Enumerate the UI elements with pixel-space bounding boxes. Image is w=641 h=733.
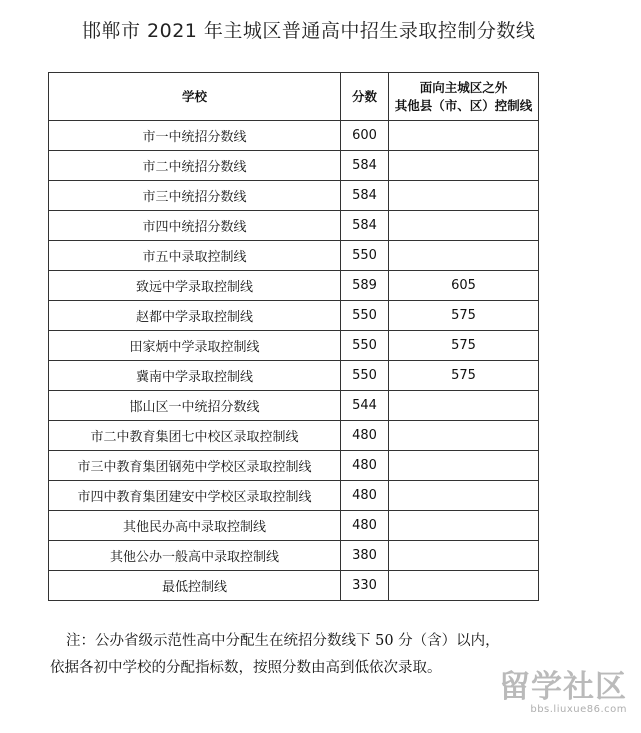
header-alt-line2: 其他县（市、区）控制线: [394, 97, 533, 113]
alt-score-cell: 605: [389, 271, 539, 301]
score-cell: 480: [341, 511, 389, 541]
school-name-cell: 市二中统招分数线: [49, 151, 341, 181]
score-cell: 584: [341, 181, 389, 211]
table-header-row: [49, 73, 539, 121]
watermark-url: bbs.liuxue86.com: [530, 704, 627, 715]
score-cell: 550: [341, 361, 389, 391]
alt-score-cell: [389, 541, 539, 571]
school-name-cell: 其他民办高中录取控制线: [49, 511, 341, 541]
table-row: [49, 361, 539, 391]
school-name-cell: 市一中统招分数线: [49, 121, 341, 151]
table-row: [49, 211, 539, 241]
alt-score-cell: 575: [389, 361, 539, 391]
footnote-line1: 注：公办省级示范性高中分配生在统招分数线下 50 分（含）以内，: [66, 633, 500, 649]
site-watermark: [499, 661, 627, 715]
header-school: 学校: [49, 73, 341, 121]
alt-score-cell: [389, 181, 539, 211]
score-cell: 584: [341, 151, 389, 181]
score-cell: 480: [341, 481, 389, 511]
score-cell: 330: [341, 571, 389, 601]
alt-score-cell: 575: [389, 331, 539, 361]
school-name-cell: 其他公办一般高中录取控制线: [49, 541, 341, 571]
school-name-cell: 市三中统招分数线: [49, 181, 341, 211]
alt-score-cell: [389, 391, 539, 421]
school-name-cell: 最低控制线: [49, 571, 341, 601]
score-table: [48, 72, 539, 601]
score-cell: 480: [341, 451, 389, 481]
table-row: [49, 271, 539, 301]
table-row: [49, 181, 539, 211]
header-alt: [389, 73, 539, 121]
header-score: 分数: [341, 73, 389, 121]
score-cell: 550: [341, 301, 389, 331]
page-title: 邯郸市 2021 年主城区普通高中招生录取控制分数线: [82, 20, 536, 42]
score-cell: 550: [341, 241, 389, 271]
score-cell: 544: [341, 391, 389, 421]
score-cell: 380: [341, 541, 389, 571]
table-row: [49, 331, 539, 361]
score-cell: 550: [341, 331, 389, 361]
table-body: [49, 121, 539, 601]
alt-score-cell: [389, 571, 539, 601]
score-cell: 584: [341, 211, 389, 241]
footnote-line2: 依据各初中学校的分配指标数，按照分数由高到低依次录取。: [50, 660, 442, 676]
school-name-cell: 田家炳中学录取控制线: [49, 331, 341, 361]
alt-score-cell: [389, 151, 539, 181]
score-cell: 600: [341, 121, 389, 151]
alt-score-cell: 575: [389, 301, 539, 331]
school-name-cell: 市四中教育集团建安中学校区录取控制线: [49, 481, 341, 511]
table-row: [49, 511, 539, 541]
school-name-cell: 致远中学录取控制线: [49, 271, 341, 301]
school-name-cell: 市三中教育集团钢苑中学校区录取控制线: [49, 451, 341, 481]
alt-score-cell: [389, 121, 539, 151]
score-cell: 480: [341, 421, 389, 451]
score-cell: 589: [341, 271, 389, 301]
table-row: [49, 541, 539, 571]
alt-score-cell: [389, 421, 539, 451]
table-row: [49, 151, 539, 181]
alt-score-cell: [389, 511, 539, 541]
school-name-cell: 冀南中学录取控制线: [49, 361, 341, 391]
school-name-cell: 市五中录取控制线: [49, 241, 341, 271]
table-row: [49, 481, 539, 511]
school-name-cell: 赵都中学录取控制线: [49, 301, 341, 331]
table-row: [49, 241, 539, 271]
school-name-cell: 邯山区一中统招分数线: [49, 391, 341, 421]
school-name-cell: 市四中统招分数线: [49, 211, 341, 241]
table-row: [49, 391, 539, 421]
school-name-cell: 市二中教育集团七中校区录取控制线: [49, 421, 341, 451]
table-row: [49, 121, 539, 151]
watermark-logo-text: 留学社区: [499, 669, 627, 705]
table-row: [49, 421, 539, 451]
table-row: [49, 301, 539, 331]
table-row: [49, 571, 539, 601]
alt-score-cell: [389, 241, 539, 271]
header-alt-line1: 面向主城区之外: [419, 79, 508, 95]
alt-score-cell: [389, 481, 539, 511]
alt-score-cell: [389, 451, 539, 481]
alt-score-cell: [389, 211, 539, 241]
table-row: [49, 451, 539, 481]
